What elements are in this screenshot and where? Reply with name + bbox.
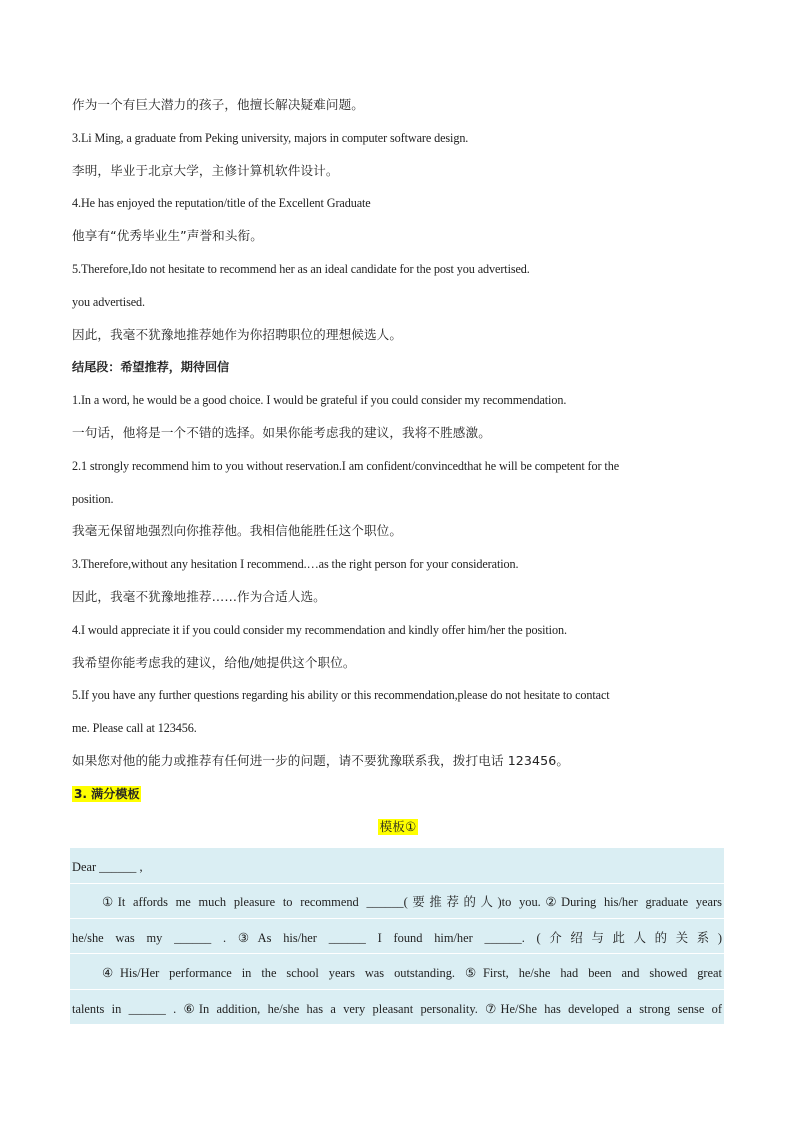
template-line: he/she was my ______ . ③As his/her ______ I found him/her ______. (介绍与此人的关系) bbox=[72, 931, 722, 945]
template-title-highlight: 模板① bbox=[379, 818, 417, 834]
text-line: 因此，我毫不犹豫地推荐她作为你招聘职位的理想候选人。 bbox=[72, 326, 403, 342]
text-line: me. Please call at 123456. bbox=[72, 721, 197, 736]
template-line: Dear ______ , bbox=[72, 860, 143, 874]
text-line: 我毫无保留地强烈向你推荐他。我相信他能胜任这个职位。 bbox=[72, 523, 403, 539]
row-divider bbox=[70, 918, 724, 919]
row-divider bbox=[70, 883, 724, 884]
text-line: 他享有“优秀毕业生”声誉和头衔。 bbox=[72, 228, 263, 244]
text-line: 李明，毕业于北京大学，主修计算机软件设计。 bbox=[72, 162, 339, 178]
row-divider bbox=[70, 953, 724, 954]
template-line: ④His/Her performance in the school years was outstanding. ⑤First, he/she had been and showed great bbox=[102, 966, 722, 980]
document-body bbox=[72, 97, 724, 843]
template-title bbox=[72, 819, 724, 843]
text-line: 3.Li Ming, a graduate from Peking university, majors in computer software design. bbox=[72, 130, 469, 145]
text-line: 1.In a word, he would be a good choice. I would be grateful if you could consider my recommendation. bbox=[72, 393, 567, 408]
section-heading bbox=[72, 786, 724, 819]
text-line: 因此，我毫不犹豫地推荐……作为合适人选。 bbox=[72, 588, 326, 604]
text-line: 5.If you have any further questions regarding his ability or this recommendation,please do not hesitate to contact bbox=[72, 688, 610, 703]
text-line: 5.Therefore,Ido not hesitate to recommend her as an ideal candidate for the post you advertised. bbox=[72, 261, 530, 276]
text-line: 4.I would appreciate it if you could consider my recommendation and kindly offer him/her the position. bbox=[72, 622, 567, 637]
section-subheading: 结尾段：希望推荐，期待回信 bbox=[72, 360, 230, 375]
text-line: 2.1 strongly recommend him to you without reservation.I am confident/convincedthat he will be competent for the bbox=[72, 458, 620, 473]
text-line: 作为一个有巨大潜力的孩子，他擅长解决疑难问题。 bbox=[72, 97, 364, 112]
text-line: you advertised. bbox=[72, 294, 145, 309]
template-line: ①It affords me much pleasure to recommend ______(要推荐的人)to you.②During his/her graduate years bbox=[102, 895, 722, 909]
text-line: 4.He has enjoyed the reputation/title of the Excellent Graduate bbox=[72, 196, 371, 211]
text-line: 3.Therefore,without any hesitation I recommend.…as the right person for your consideration. bbox=[72, 557, 519, 572]
text-line: position. bbox=[72, 491, 114, 506]
text-line: 我希望你能考虑我的建议，给他/她提供这个职位。 bbox=[72, 654, 356, 670]
template-box bbox=[70, 848, 724, 1024]
section-heading-highlight: 3. 满分模板 bbox=[74, 786, 140, 801]
text-line: 如果您对他的能力或推荐有任何进一步的问题，请不要犹豫联系我，拨打电话 123456。 bbox=[72, 752, 570, 768]
template-line: talents in ______ . ⑥In addition, he/she has a very pleasant personality. ⑦He/She has developed a strong sense of bbox=[72, 1002, 722, 1016]
text-line: 一句话，他将是一个不错的选择。如果你能考虑我的建议，我将不胜感激。 bbox=[72, 424, 491, 440]
row-divider bbox=[70, 989, 724, 990]
